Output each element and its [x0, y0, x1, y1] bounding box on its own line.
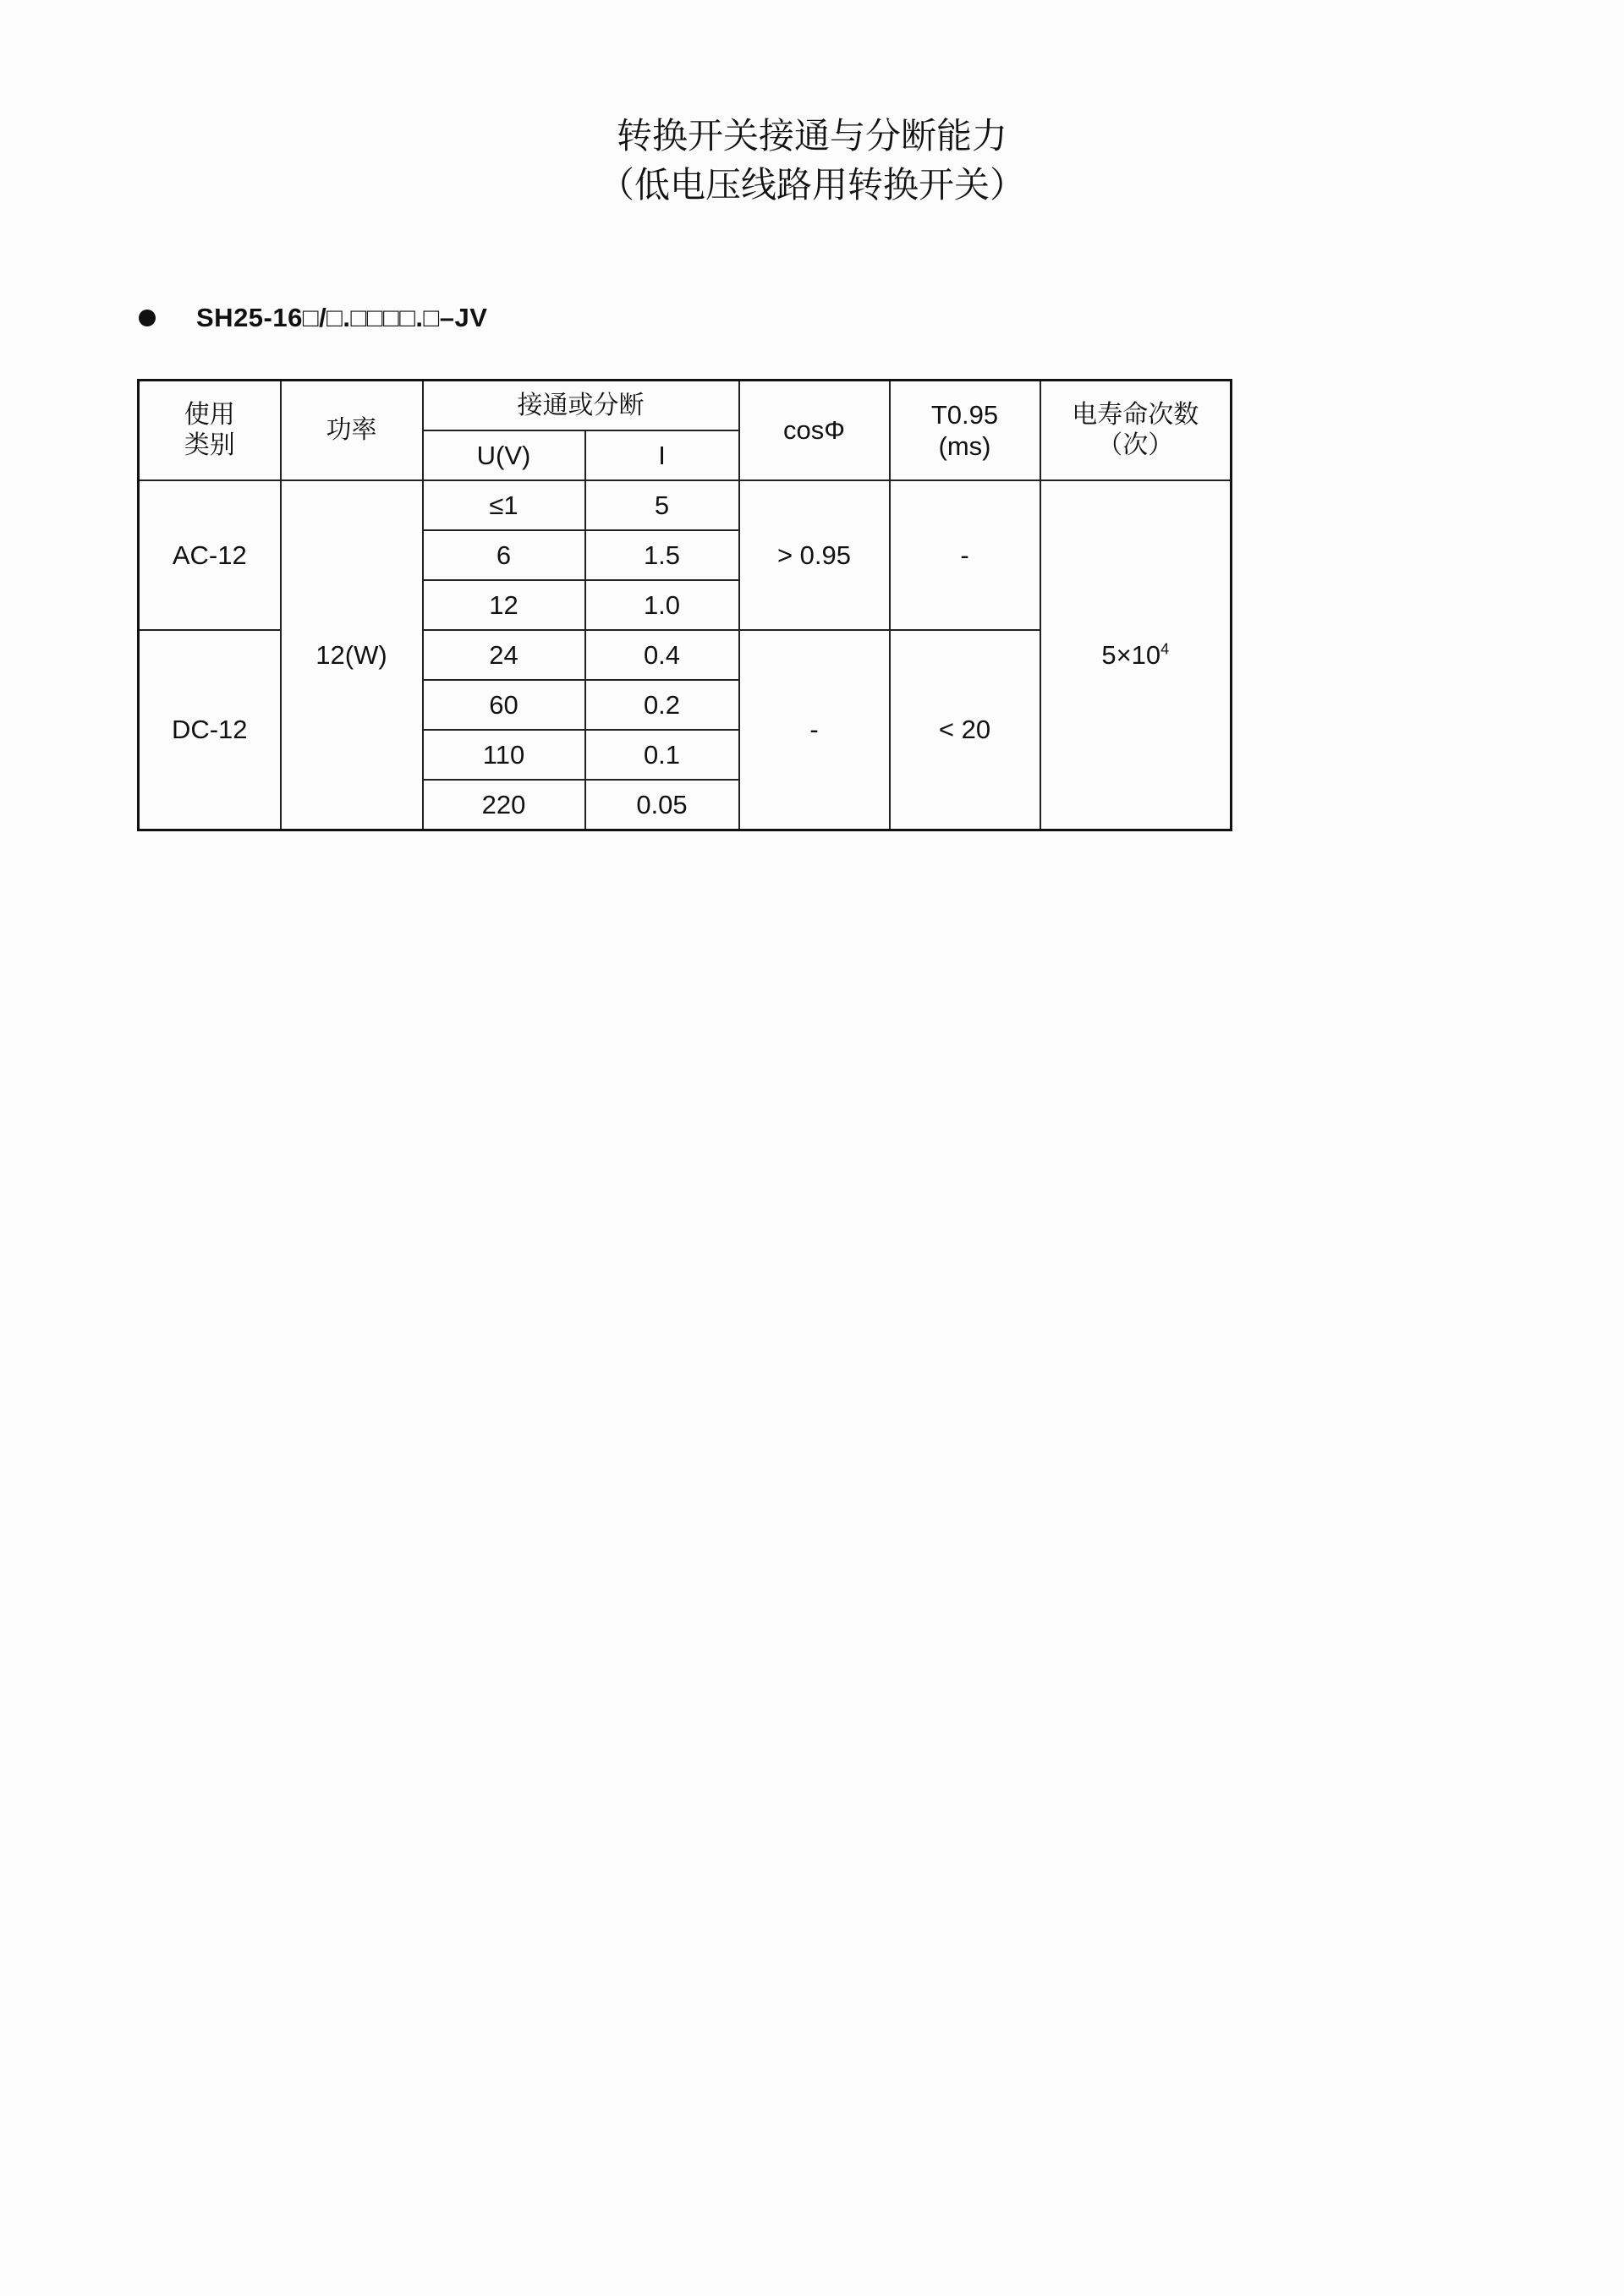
current-cell: 0.1	[585, 730, 739, 780]
current-cell: 0.05	[585, 780, 739, 830]
current-cell: 0.4	[585, 630, 739, 680]
header-cos: cosΦ	[739, 381, 890, 481]
current-cell: 5	[585, 480, 739, 530]
voltage-cell: ≤1	[423, 480, 585, 530]
current-cell: 1.5	[585, 530, 739, 580]
voltage-cell: 12	[423, 580, 585, 630]
current-cell: 0.2	[585, 680, 739, 730]
header-life	[1040, 381, 1232, 481]
header-life-line-2: （次）	[1097, 430, 1174, 460]
model-number: SH25-16□/□.□□□□.□–JV	[196, 303, 488, 332]
bullet-icon	[139, 310, 156, 326]
cos-dc12: -	[739, 630, 890, 830]
voltage-cell: 110	[423, 730, 585, 780]
cos-ac12: > 0.95	[739, 480, 890, 630]
page-title	[0, 112, 1624, 210]
voltage-cell: 60	[423, 680, 585, 730]
capacity-table	[137, 379, 1232, 831]
header-category	[139, 381, 281, 481]
header-voltage: U(V)	[423, 430, 585, 480]
header-time-line-2: (ms)	[938, 431, 991, 461]
header-category-line-1: 使用	[184, 400, 235, 430]
current-cell: 1.0	[585, 580, 739, 630]
header-row-1	[139, 381, 1232, 431]
header-power: 功率	[281, 381, 423, 481]
category-dc12: DC-12	[139, 630, 281, 830]
life-exponent: 4	[1160, 640, 1170, 658]
header-life-line-1: 电寿命次数	[1072, 400, 1199, 430]
voltage-cell: 6	[423, 530, 585, 580]
header-make-break: 接通或分断	[423, 381, 739, 431]
voltage-cell: 24	[423, 630, 585, 680]
power-value: 12(W)	[281, 480, 423, 830]
title-line-2: （低电压线路用转换开关）	[598, 164, 1025, 205]
model-line	[139, 298, 487, 338]
time-dc12: < 20	[890, 630, 1040, 830]
header-category-line-2: 类别	[184, 430, 235, 460]
header-current: I	[585, 430, 739, 480]
table-row	[139, 480, 1232, 530]
title-line-1: 转换开关接通与分断能力	[616, 115, 1007, 156]
category-ac12: AC-12	[139, 480, 281, 630]
header-time-line-1: T0.95	[930, 399, 999, 430]
header-time-constant	[890, 381, 1040, 481]
voltage-cell: 220	[423, 780, 585, 830]
life-base: 5×10	[1101, 639, 1161, 670]
time-ac12: -	[890, 480, 1040, 630]
life-value	[1040, 480, 1232, 830]
